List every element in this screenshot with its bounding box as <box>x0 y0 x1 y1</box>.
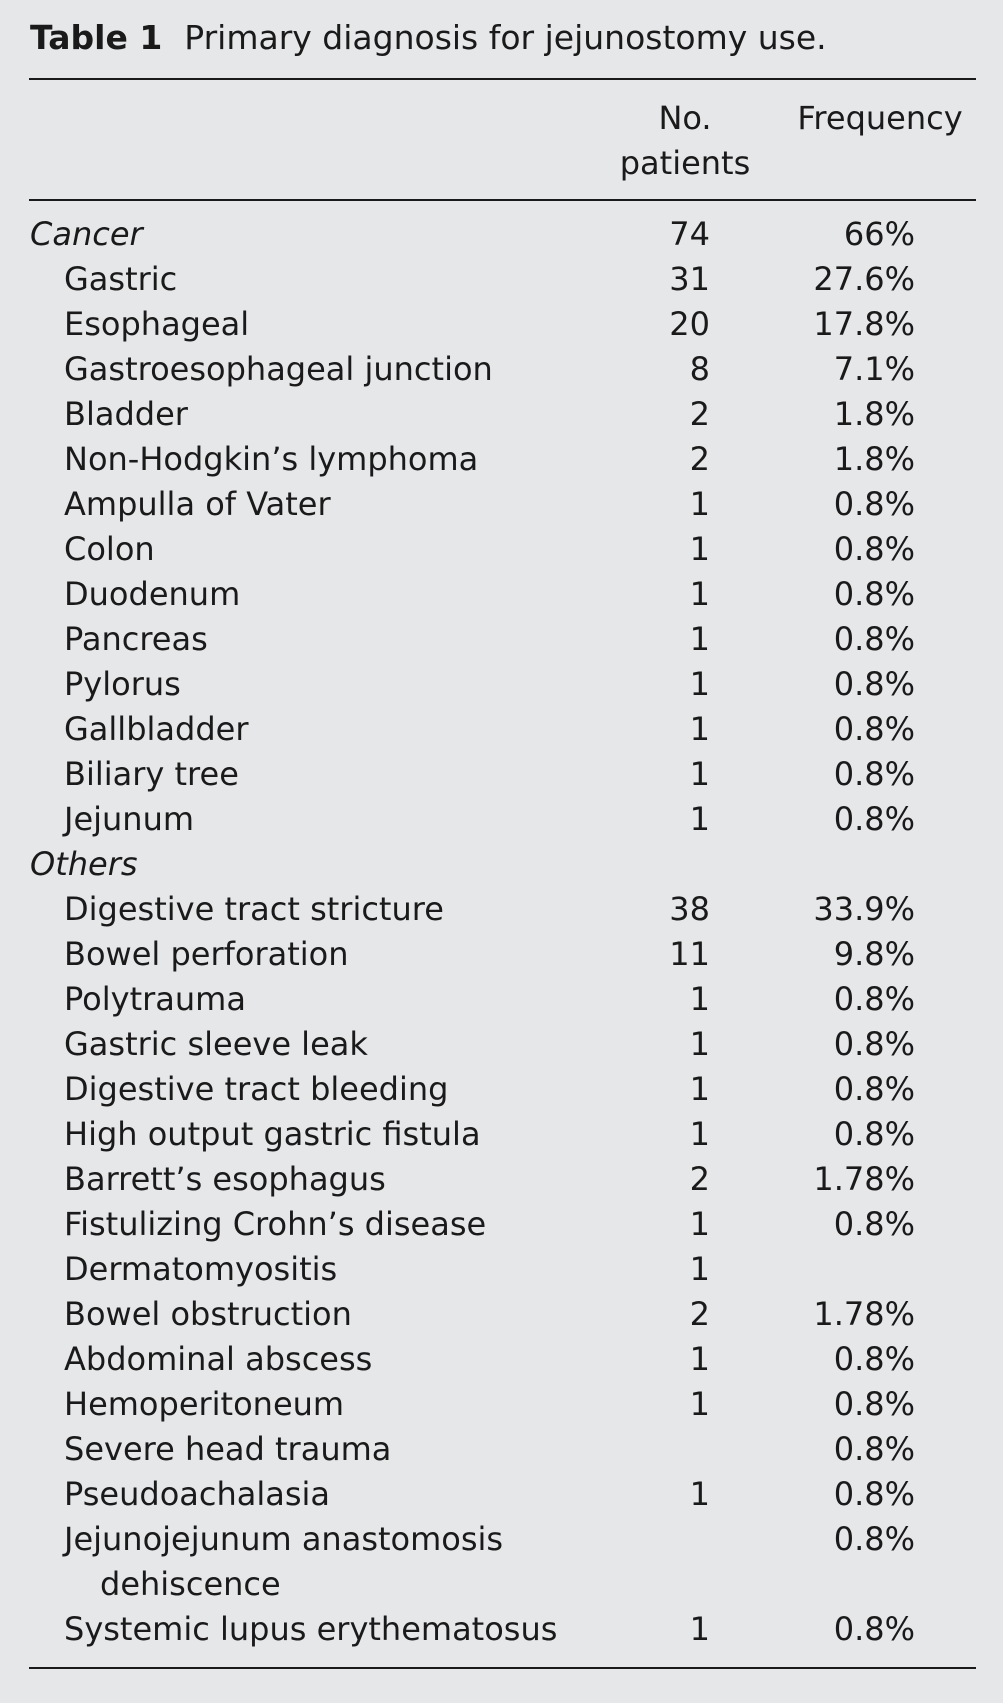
table-row <box>0 1607 1003 1652</box>
header-frequency: Frequency <box>797 99 963 137</box>
diagnosis-label: Esophageal <box>64 305 250 343</box>
patients-count: 20 <box>669 305 710 343</box>
table-row <box>0 617 1003 662</box>
table-group-row <box>0 212 1003 257</box>
frequency-value: 0.8% <box>833 800 915 838</box>
table-row <box>0 1022 1003 1067</box>
frequency-value: 7.1% <box>833 350 915 388</box>
table-row <box>0 887 1003 932</box>
bottom-rule <box>29 1667 976 1669</box>
diagnosis-label: Dermatomyositis <box>64 1250 338 1288</box>
table-row <box>0 1337 1003 1382</box>
frequency-value: 0.8% <box>833 1520 915 1558</box>
patients-count: 1 <box>689 1025 710 1063</box>
diagnosis-label: Pseudoachalasia <box>64 1475 331 1513</box>
diagnosis-label: Hemoperitoneum <box>64 1385 345 1423</box>
patients-count: 11 <box>669 935 710 973</box>
group-label: Others <box>30 845 138 883</box>
patients-count: 1 <box>689 575 710 613</box>
diagnosis-label: High output gastric fistula <box>64 1115 481 1153</box>
patients-count: 1 <box>689 1385 710 1423</box>
patients-count: 8 <box>689 350 710 388</box>
table-row <box>0 1247 1003 1292</box>
frequency-value: 0.8% <box>833 1430 915 1468</box>
patients-count: 1 <box>689 1070 710 1108</box>
patients-count: 2 <box>689 1160 710 1198</box>
patients-count: 1 <box>689 1250 710 1288</box>
frequency-value: 1.78% <box>813 1295 915 1333</box>
frequency-value: 0.8% <box>833 575 915 613</box>
patients-count: 1 <box>689 1205 710 1243</box>
frequency-value: 0.8% <box>833 1610 915 1648</box>
diagnosis-label: Digestive tract bleeding <box>64 1070 449 1108</box>
table-body <box>0 212 1003 1652</box>
diagnosis-label: Jejunojejunum anastomosis dehiscence <box>64 1520 504 1603</box>
table-row <box>0 1517 1003 1607</box>
diagnosis-label: Severe head trauma <box>64 1430 392 1468</box>
diagnosis-label: Biliary tree <box>64 755 239 793</box>
patients-count: 1 <box>689 665 710 703</box>
frequency-value: 17.8% <box>813 305 915 343</box>
patients-count: 1 <box>689 710 710 748</box>
header-no-patients: No. patients <box>619 99 751 182</box>
frequency-value: 1.8% <box>833 440 915 478</box>
diagnosis-label: Polytrauma <box>64 980 246 1018</box>
frequency-value: 0.8% <box>833 1385 915 1423</box>
table-row <box>0 1157 1003 1202</box>
diagnosis-label: Bladder <box>64 395 188 433</box>
table-row <box>0 527 1003 572</box>
frequency-value: 0.8% <box>833 620 915 658</box>
diagnosis-label: Gallbladder <box>64 710 249 748</box>
patients-count: 38 <box>669 890 710 928</box>
frequency-value: 1.78% <box>813 1160 915 1198</box>
diagnosis-label: Gastric <box>64 260 178 298</box>
table-number: Table 1 <box>30 18 163 57</box>
frequency-value: 0.8% <box>833 1115 915 1153</box>
diagnosis-label: Ampulla of Vater <box>64 485 331 523</box>
table-row <box>0 1112 1003 1157</box>
table-row <box>0 302 1003 347</box>
diagnosis-label: Bowel obstruction <box>64 1295 352 1333</box>
group-label: Cancer <box>30 215 143 253</box>
patients-count: 2 <box>689 440 710 478</box>
frequency-value: 0.8% <box>833 485 915 523</box>
table-row <box>0 257 1003 302</box>
patients-count: 1 <box>689 485 710 523</box>
diagnosis-label: Pylorus <box>64 665 181 703</box>
table-row <box>0 437 1003 482</box>
patients-count: 2 <box>689 1295 710 1333</box>
table-row <box>0 1427 1003 1472</box>
frequency-value: 0.8% <box>833 755 915 793</box>
table-row <box>0 932 1003 977</box>
patients-count: 1 <box>689 1115 710 1153</box>
patients-count: 1 <box>689 620 710 658</box>
frequency-value: 0.8% <box>833 665 915 703</box>
diagnosis-label: Colon <box>64 530 155 568</box>
diagnosis-label: Duodenum <box>64 575 241 613</box>
patients-count: 1 <box>689 755 710 793</box>
table-title: Primary diagnosis for jejunostomy use. <box>184 18 827 57</box>
patients-count: 1 <box>689 1610 710 1648</box>
patients-count: 2 <box>689 395 710 433</box>
frequency-value: 0.8% <box>833 1205 915 1243</box>
diagnosis-label: Gastroesophageal junction <box>64 350 493 388</box>
frequency-value: 1.8% <box>833 395 915 433</box>
frequency-value: 0.8% <box>833 1340 915 1378</box>
table-row <box>0 572 1003 617</box>
table-row <box>0 1472 1003 1517</box>
patients-count: 74 <box>669 215 710 253</box>
table-row <box>0 347 1003 392</box>
table-row <box>0 482 1003 527</box>
frequency-value: 27.6% <box>813 260 915 298</box>
patients-count: 1 <box>689 1475 710 1513</box>
table-group-row <box>0 842 1003 887</box>
frequency-value: 0.8% <box>833 710 915 748</box>
top-rule <box>29 78 976 80</box>
diagnosis-label: Bowel perforation <box>64 935 349 973</box>
diagnosis-label: Abdominal abscess <box>64 1340 373 1378</box>
diagnosis-label: Systemic lupus erythematosus <box>64 1610 558 1648</box>
patients-count: 1 <box>689 1340 710 1378</box>
frequency-value: 0.8% <box>833 1475 915 1513</box>
table-row <box>0 1292 1003 1337</box>
frequency-value: 33.9% <box>813 890 915 928</box>
table-row <box>0 977 1003 1022</box>
diagnosis-label: Gastric sleeve leak <box>64 1025 368 1063</box>
patients-count: 31 <box>669 260 710 298</box>
table-row <box>0 392 1003 437</box>
frequency-value: 0.8% <box>833 1025 915 1063</box>
patients-count: 1 <box>689 800 710 838</box>
table-row <box>0 1382 1003 1427</box>
diagnosis-label: Non-Hodgkin’s lymphoma <box>64 440 479 478</box>
table-row <box>0 1202 1003 1247</box>
diagnosis-label: Digestive tract stricture <box>64 890 444 928</box>
patients-count: 1 <box>689 530 710 568</box>
diagnosis-label: Barrett’s esophagus <box>64 1160 386 1198</box>
table-row <box>0 797 1003 842</box>
table-row <box>0 1067 1003 1112</box>
table-row <box>0 707 1003 752</box>
table-row <box>0 662 1003 707</box>
diagnosis-label: Pancreas <box>64 620 208 658</box>
frequency-value: 0.8% <box>833 1070 915 1108</box>
frequency-value: 0.8% <box>833 530 915 568</box>
frequency-value: 9.8% <box>833 935 915 973</box>
patients-count: 1 <box>689 980 710 1018</box>
frequency-value: 66% <box>843 215 915 253</box>
diagnosis-label: Fistulizing Crohn’s disease <box>64 1205 487 1243</box>
header-rule <box>29 199 976 201</box>
table-caption <box>30 18 827 58</box>
diagnosis-label: Jejunum <box>64 800 195 838</box>
frequency-value: 0.8% <box>833 980 915 1018</box>
table-row <box>0 752 1003 797</box>
